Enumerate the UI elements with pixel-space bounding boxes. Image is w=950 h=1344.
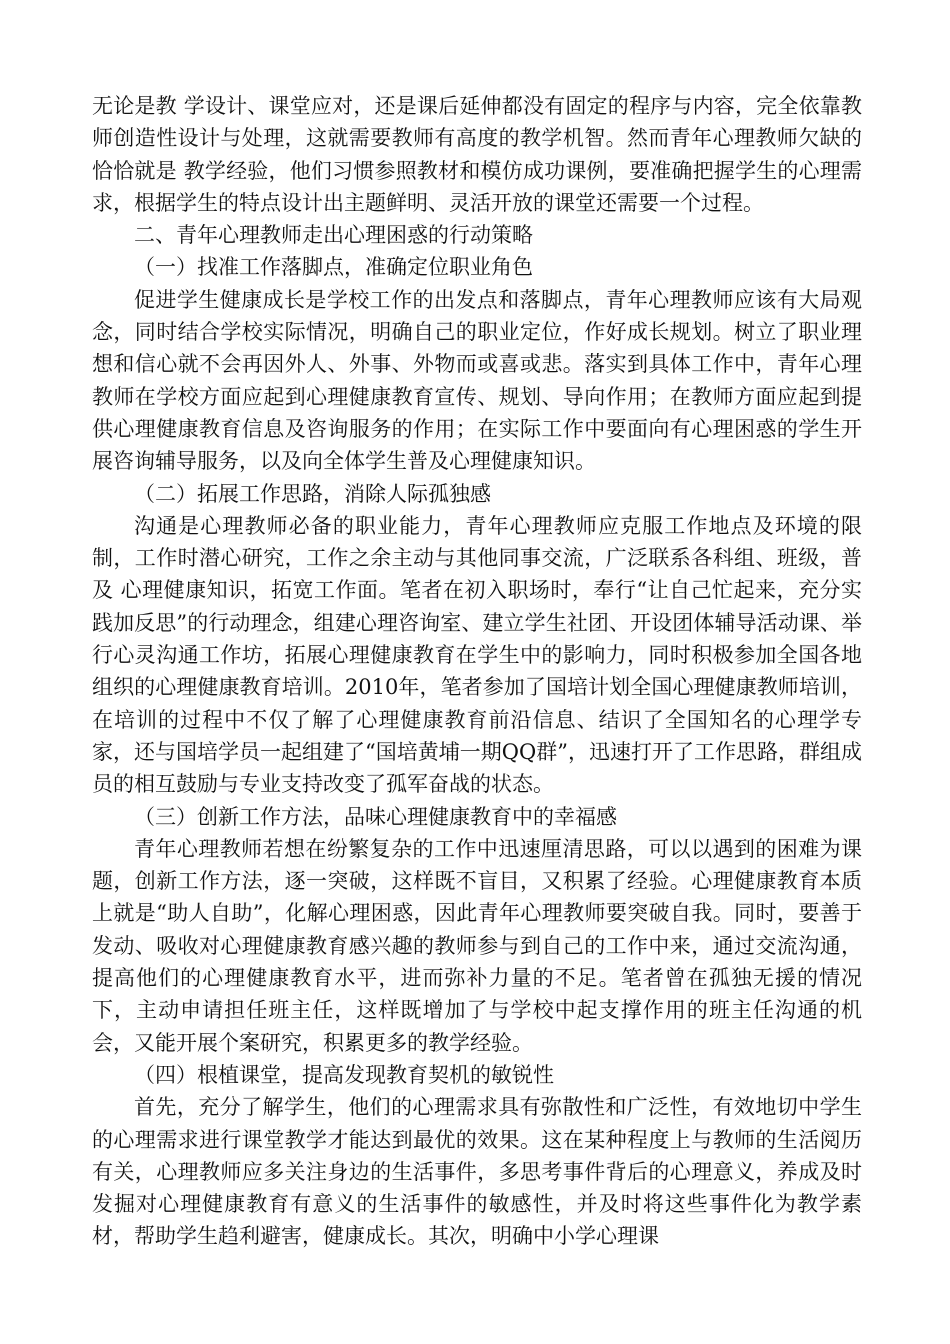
paragraph-1: 促进学生健康成长是学校工作的出发点和落脚点，青年心理教师应该有大局观念，同时结合学校实际情况，明确自己的职业定位，作好成长规划。树立了职业理想和信心就不会再因外人、外事、外物而或喜或悲。落实到具体工作中，青年心理教师在学校方面应起到心理健康教育宣传、规划、导向作用；在教师方面应起到提供心理健康教育信息及咨询服务的作用；在实际工作中要面向有心理困惑的学生开展咨询辅导服务，以及向全体学生普及心理健康知识。 [92,287,862,474]
paragraph-3: 青年心理教师若想在纷繁复杂的工作中迅速厘清思路，可以以遇到的困难为课题，创新工作方法，逐一突破，这样既不盲目，又积累了经验。心理健康教育本质上就是“助人自助”，化解心理困惑，因此青年心理教师要突破自我。同时，要善于发动、吸收对心理健康教育感兴趣的教师参与到自己的工作中来，通过交流沟通，提高他们的心理健康教育水平，进而弥补力量的不足。笔者曾在孤独无援的情况下，主动申请担任班主任，这样既增加了与学校中起支撑作用的班主任沟通的机会，又能开展个案研究，积累更多的教学经验。 [92,836,862,1055]
subsection-heading-2: （二）拓展工作思路，消除人际孤独感 [134,481,491,506]
paragraph-4: 首先，充分了解学生，他们的心理需求具有弥散性和广泛性，有效地切中学生的心理需求进行课堂教学才能达到最优的效果。这在某种程度上与教师的生活阅历有关，心理教师应多关注身边的生活事件，多思考事件背后的心理意义，养成及时发掘对心理健康教育有意义的生活事件的敏感性，并及时将这些事件化为教学素材，帮助学生趋利避害，健康成长。其次，明确中小学心理课 [92,1095,862,1249]
section-heading-2: 二、青年心理教师走出心理困惑的行动策略 [134,223,533,248]
subsection-heading-4: （四）根植课堂，提高发现教育契机的敏锐性 [134,1062,554,1087]
paragraph-2: 沟通是心理教师必备的职业能力，青年心理教师应克服工作地点及环境的限制，工作时潜心研究，工作之余主动与其他同事交流，广泛联系各科组、班级，普及 心理健康知识，拓宽工作面。笔者在初入职场时，奉行“让自己忙起来，充分实践加反思”的行动理念，组建心理咨询室、建立学生社团、开设团体辅导活动课、举 行心灵沟通工作坊，拓展心理健康教育在学生中的影响力，同时积极参加全国各地组织的心理健康教育培训。2010年，笔者参加了国培计划全国心理健康教师培训，在培训的过程中不仅了解了心理健康教育前沿信息、结识了全国知名的心理学专家，还与国培学员一起组建了“国培黄埔一期QQ群”，迅速打开了工作思路，群组成员的相互鼓励与专业支持改变了孤军奋战的状态。 [92,513,862,797]
paragraph-continuation: 无论是教 学设计、课堂应对，还是课后延伸都没有固定的程序与内容，完全依靠教师创造性设计与处理，这就需要教师有高度的教学机智。然而青年心理教师欠缺的恰恰就是 教学经验，他们习惯参照教材和模仿成功课例，要准确把握学生的心理需求，根据学生的特点设计出主题鲜明、灵活开放的课堂还需要一个过程。 [92,94,862,215]
document-page [92,90,862,1253]
subsection-heading-1: （一）找准工作落脚点，准确定位职业角色 [134,255,533,280]
subsection-heading-3: （三）创新工作方法，品味心理健康教育中的幸福感 [134,804,617,829]
